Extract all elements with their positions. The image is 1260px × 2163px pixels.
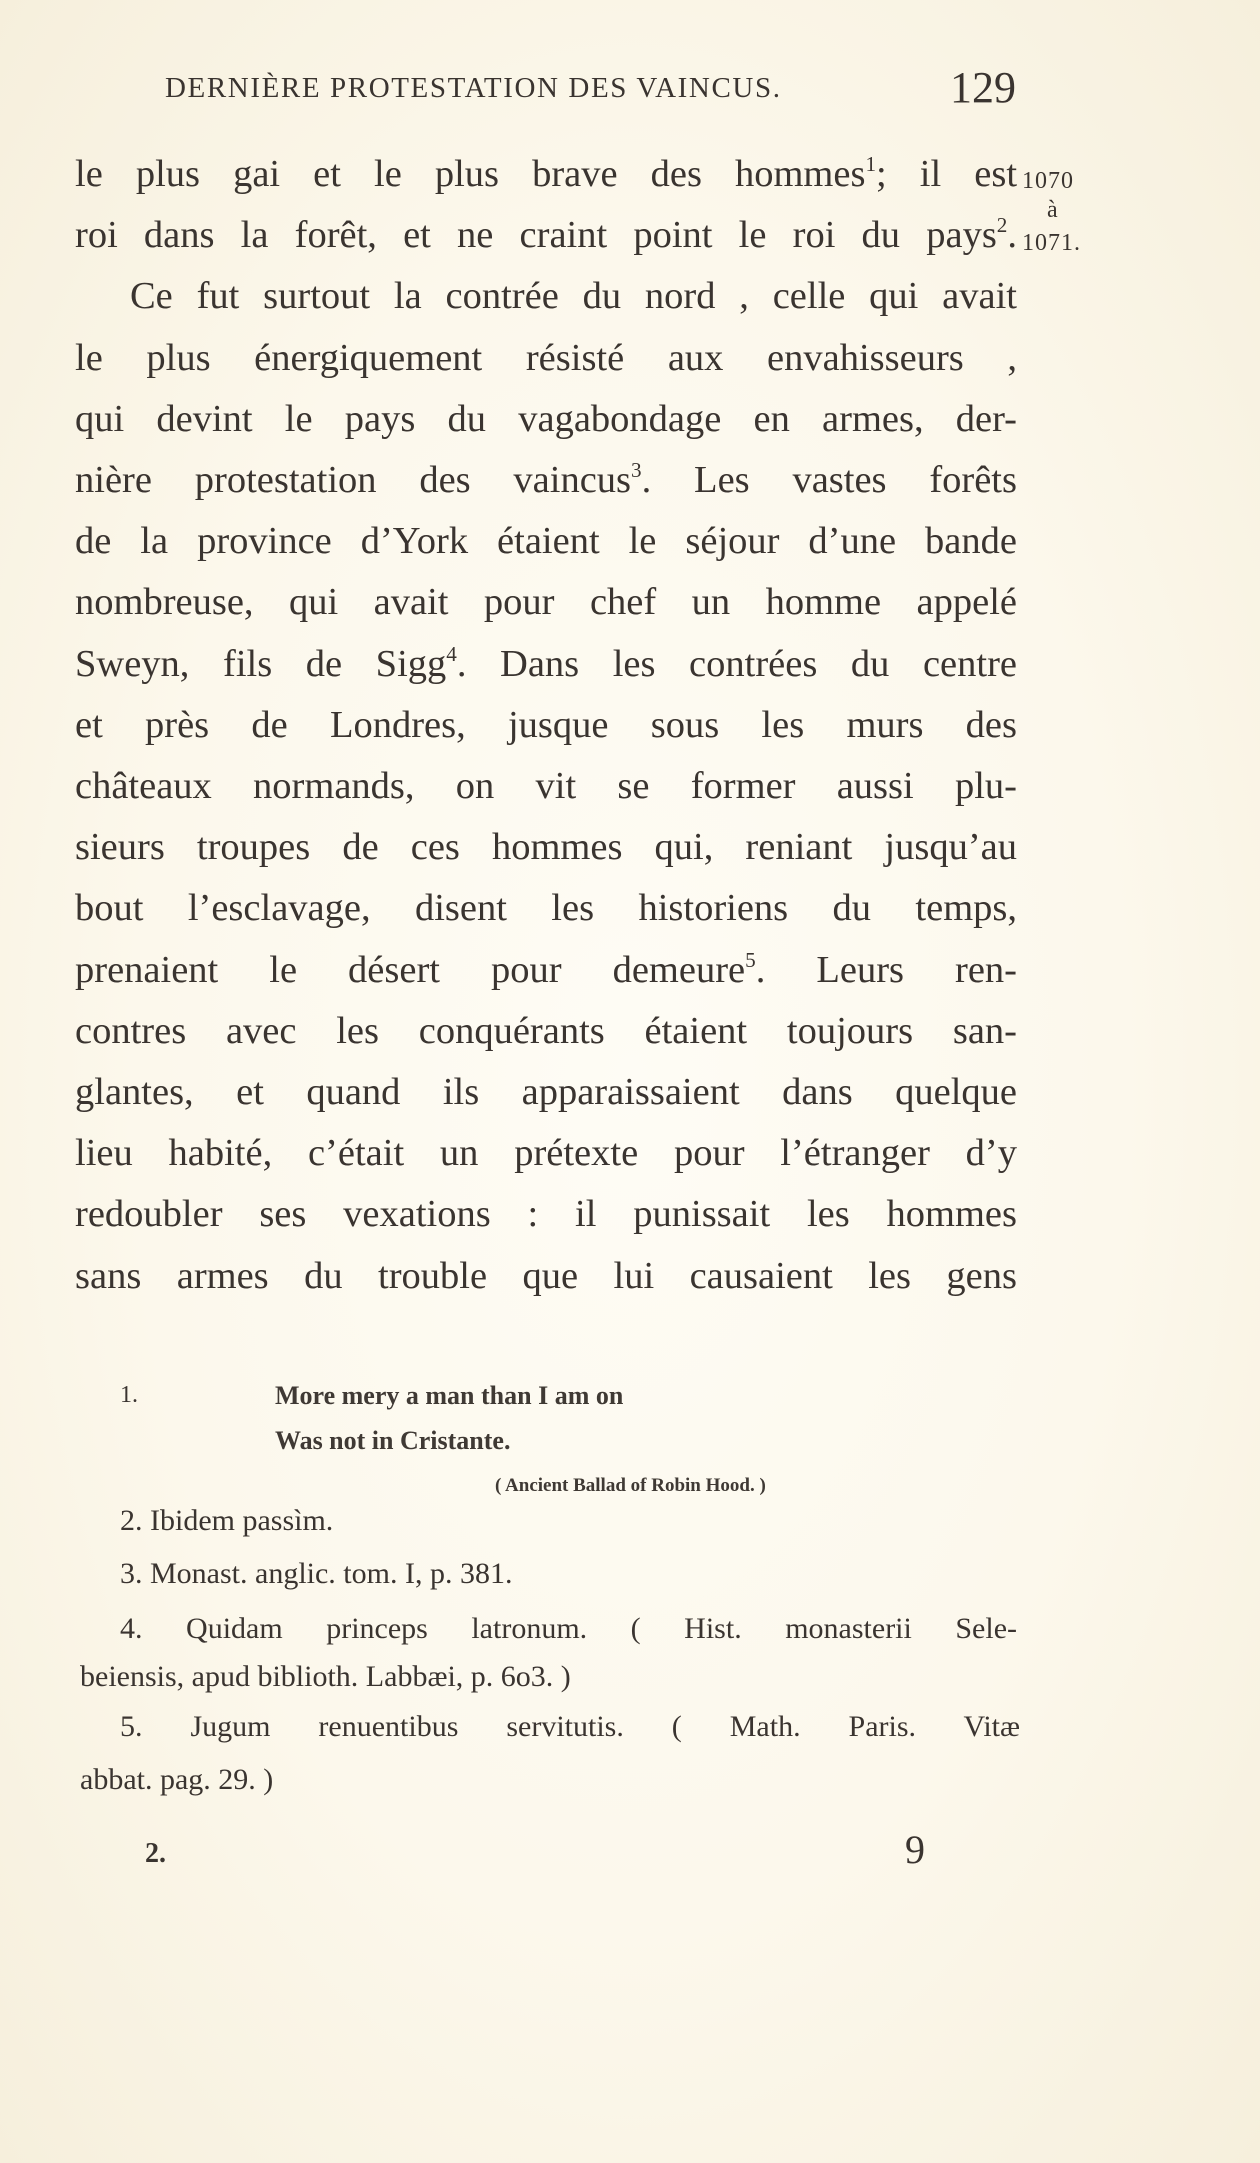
footnote-4 [120, 1614, 1017, 1644]
body-line [75, 828, 1017, 867]
body-line-text: le plus énergiquement résisté aux envahisseurs , [75, 336, 1017, 379]
footnote-reference[interactable]: 2 [996, 213, 1008, 238]
body-line [75, 703, 1017, 746]
body-line-text: roi dans la forêt, et ne craint point le roi du pays [75, 214, 997, 257]
body-line-text: Ce fut surtout la contrée du nord , celle qui avait [130, 275, 1017, 318]
footnote-5-continuation: abbat. pag. 29. ) [80, 1763, 274, 1796]
footnote-2 [120, 1506, 333, 1536]
footnote-5-text: Jugum renuentibus servitutis. ( Math. Paris. Vitæ [190, 1710, 1021, 1743]
body-line [75, 947, 1018, 991]
body-line-text: châteaux normands, on vit se former aussi plu- [75, 765, 1017, 807]
footnote-4-continuation: beiensis, apud biblioth. Labbæi, p. 6o3. ) [80, 1660, 571, 1693]
body-line-text: redoubler ses vexations : il punissait les hommes [75, 1193, 1017, 1236]
body-line [130, 277, 1017, 316]
body-line-text: prenaient le désert pour demeure [75, 948, 746, 991]
body-line-text: bout l’esclavage, disent les historiens du temps, [75, 887, 1017, 930]
signature-gathering: 9 [905, 1827, 925, 1872]
body-line [75, 336, 1017, 379]
footnote-3-number: 3. [120, 1557, 143, 1590]
body-line [75, 1195, 1017, 1234]
body-line [75, 583, 1017, 622]
body-line-text-after-note: . Les vastes forêts [641, 459, 1017, 501]
body-line-text-after-note: ; il est [876, 153, 1018, 195]
margin-connector: à [1047, 197, 1059, 223]
body-line-text: nière protestation des vaincus [75, 459, 632, 501]
body-line [75, 1073, 1017, 1112]
footnote-1-verse-line-2: Was not in Cristante. [275, 1426, 511, 1455]
body-line-text: sans armes du trouble que lui causaient les gens [75, 1254, 1017, 1297]
body-line [75, 1009, 1017, 1052]
body-line-text: de la province d’York étaient le séjour d’une bande [75, 520, 1017, 563]
body-line [75, 767, 1017, 806]
footnote-2-number: 2. [120, 1504, 143, 1537]
footnote-3 [120, 1559, 512, 1589]
footnote-1-verse-line-1: More mery a man than I am on [275, 1381, 624, 1410]
footnote-reference[interactable]: 3 [631, 458, 642, 483]
footnote-1-number: 1. [120, 1382, 138, 1408]
footnote-4-number: 4. [120, 1612, 143, 1645]
body-line [75, 397, 1017, 440]
body-line-text: Sweyn, fils de Sigg [75, 642, 447, 685]
signature-volume: 2. [145, 1838, 166, 1869]
body-line [75, 522, 1017, 561]
body-line-text: et près de Londres, jusque sous les murs des [75, 703, 1017, 746]
body-line [75, 1254, 1017, 1297]
margin-year-end: 1071. [1022, 230, 1081, 256]
body-line-text-after-note: . Leurs ren- [755, 948, 1018, 991]
body-line-text-after-note: . Dans les contrées du centre [456, 642, 1017, 685]
page-number: 129 [950, 63, 1016, 112]
body-line [75, 213, 1017, 257]
body-line-text: qui devint le pays du vagabondage en armes, der- [75, 397, 1017, 440]
body-line [75, 889, 1017, 928]
body-line [75, 152, 1018, 195]
body-line-text: glantes, et quand ils apparaissaient dans quelque [75, 1071, 1017, 1113]
footnote-reference[interactable]: 1 [865, 152, 877, 177]
footnote-5-number: 5. [120, 1710, 143, 1743]
body-line-text: nombreuse, qui avait pour chef un homme appelé [75, 581, 1017, 624]
running-title: DERNIÈRE PROTESTATION DES VAINCUS. [165, 72, 782, 104]
footnote-5 [120, 1712, 1020, 1742]
body-line [75, 458, 1017, 501]
footnote-1-attribution: ( Ancient Ballad of Robin Hood. ) [495, 1475, 766, 1496]
footnote-3-text: Monast. anglic. tom. I, p. 381. [150, 1557, 513, 1590]
body-line-text: sieurs troupes de ces hommes qui, reniant jusqu’au [75, 826, 1017, 869]
footnote-2-text: Ibidem passìm. [150, 1504, 334, 1537]
body-line [75, 641, 1017, 685]
footnote-4-text: Quidam princeps latronum. ( Hist. monasterii Sele- [186, 1612, 1018, 1645]
body-line [75, 1134, 1017, 1173]
body-line-text: le plus gai et le plus brave des hommes [75, 153, 866, 195]
body-line-text: contres avec les conquérants étaient toujours san- [75, 1009, 1017, 1052]
body-line-text-after-note: . [1007, 214, 1017, 257]
body-line-text: lieu habité, c’était un prétexte pour l’étranger d’y [75, 1132, 1017, 1175]
footnote-reference[interactable]: 5 [745, 947, 756, 972]
margin-year-start: 1070 [1022, 168, 1074, 194]
footnote-reference[interactable]: 4 [446, 641, 457, 666]
